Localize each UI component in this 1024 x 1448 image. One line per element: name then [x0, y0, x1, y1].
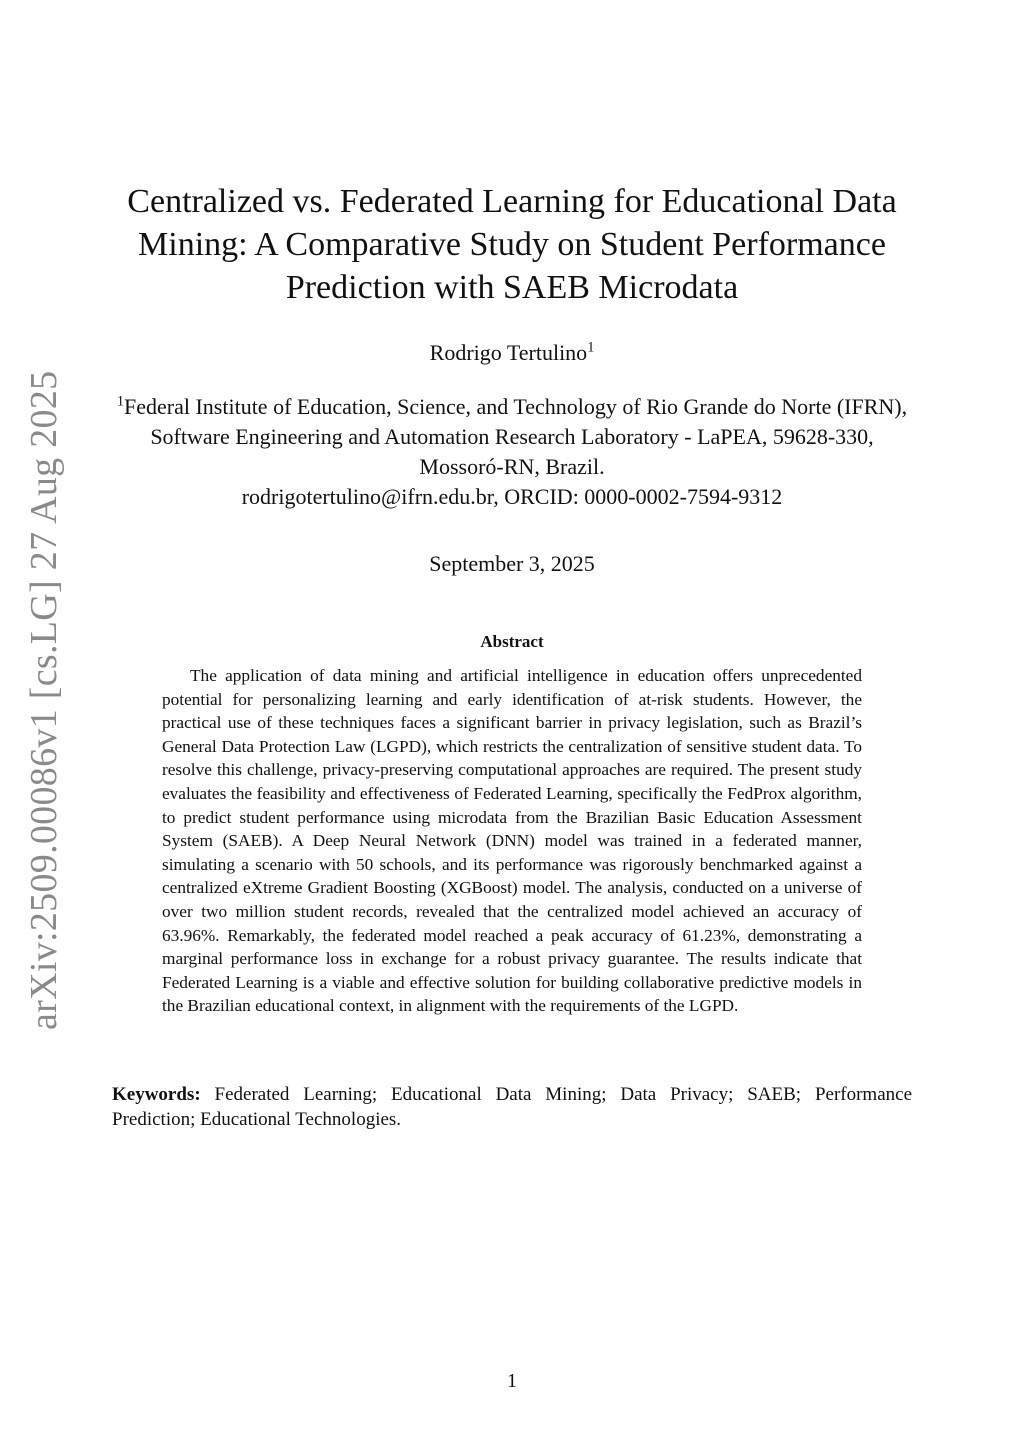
keywords-label: Keywords:	[112, 1084, 201, 1105]
author-name: Rodrigo Tertulino	[429, 340, 588, 365]
abstract-heading: Abstract	[480, 632, 544, 651]
publication-date: September 3, 2025	[429, 551, 595, 576]
author-affiliation-marker: 1	[587, 339, 595, 356]
keywords-section	[112, 1082, 912, 1132]
affiliation-text: Federal Institute of Education, Science, and Technology of Rio Grande do Norte (IFRN), Software Engineering and Automation Research Laboratory - LaPEA, 59628-330, Mossoró-RN, Brazil.	[124, 394, 908, 479]
keywords-text: Federated Learning; Educational Data Mining; Data Privacy; SAEB; Performance Prediction; Educational Technologies.	[112, 1084, 912, 1130]
page-number: 1	[507, 1370, 517, 1392]
abstract-text: The application of data mining and artificial intelligence in education offers unprecedented potential for personalizing learning and early identification of at-risk students. However, the practical use of these techniques faces a significant barrier in privacy legislation, such as Brazil’s General Data Protection Law (LGPD), which restricts the centralization of sensitive student data. To resolve this challenge, privacy-preserving computational approaches are required. The present study evaluates the feasibility and effectiveness of Federated Learning, specifically the FedProx algorithm, to predict student performance using microdata from the Brazilian Basic Education Assessment System (SAEB). A Deep Neural Network (DNN) model was trained in a federated manner, simulating a scenario with 50 schools, and its performance was rigorously benchmarked against a centralized eXtreme Gradient Boosting (XGBoost) model. The analysis, conducted on a universe of over two million student records, revealed that the centralized model achieved an accuracy of 63.96%. Remarkably, the federated model reached a peak accuracy of 61.23%, demonstrating a marginal performance loss in exchange for a robust privacy guarantee. The results indicate that Federated Learning is a viable and effective solution for building collaborative predictive models in the Brazilian educational context, in alignment with the requirements of the LGPD.	[162, 666, 862, 1016]
paper-title: Centralized vs. Federated Learning for Educational Data Mining: A Comparative Study on Student Performance Prediction with SAEB Microdata	[127, 183, 897, 306]
arxiv-identifier-stamp: arXiv:2509.00086v1 [cs.LG] 27 Aug 2025	[23, 370, 65, 1030]
contact-line: rodrigotertulino@ifrn.edu.br, ORCID: 0000-0002-7594-9312	[241, 484, 783, 509]
affiliation-marker: 1	[116, 393, 124, 410]
author-line	[120, 340, 904, 366]
affiliation-block	[110, 392, 914, 512]
